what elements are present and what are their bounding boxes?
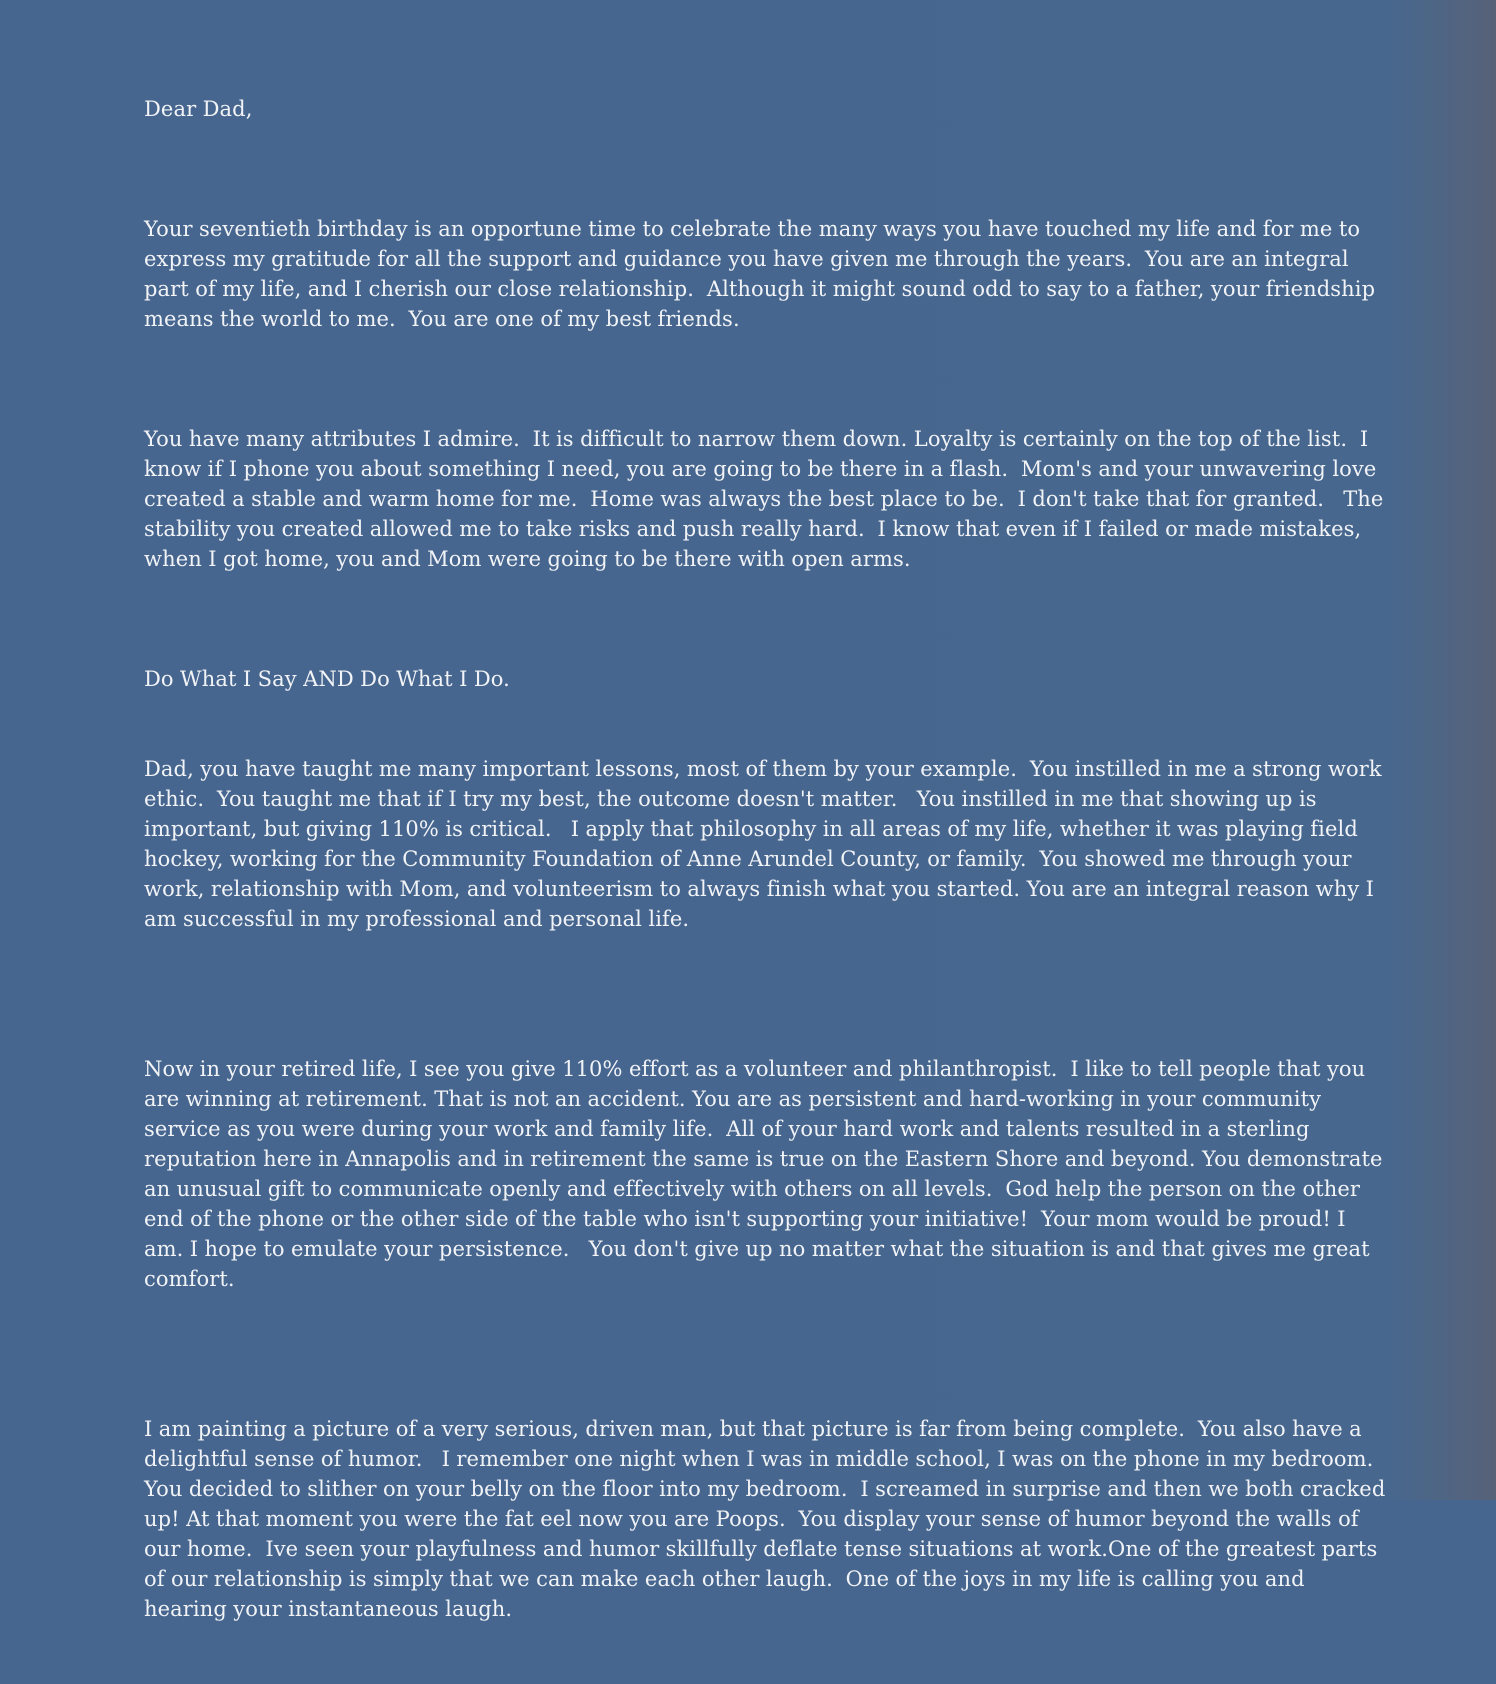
letter-paragraph: You have many attributes I admire. It is difficult to narrow them down. Loyalty is certainly on the top of the list. I know if I phone you about something I need, you are going to be there in a flash. Mom's and your unwavering love created a stable and warm home for me. Home was always the best place to be. I don't take that for granted. The stability you created allowed me to take risks and push really hard. I know that even if I failed or made mistakes, when I got home, you and Mom were going to be there with open arms.	[144, 427, 1390, 571]
letter-paragraph: Your seventieth birthday is an opportune time to celebrate the many ways you have touched my life and for me to express my gratitude for all the support and guidance you have given me through the years. You are an integral part of my life, and I cherish our close relationship. Although it might sound odd to say to a father, your friendship means the world to me. You are one of my best friends.	[144, 217, 1382, 331]
letter-greeting: Dear Dad,	[144, 97, 253, 121]
letter-paragraph: Now in your retired life, I see you give 110% effort as a volunteer and philanthropist. I like to tell people that you are winning at retirement. That is not an accident. You are as persistent and hard-working in your community service as you were during your work and family life. All of your hard work and talents resulted in a sterling reputation here in Annapolis and in retirement the same is true on the Eastern Shore and beyond. You demonstrate an unusual gift to communicate openly and effectively with others on all levels. God help the person on the other end of the phone or the other side of the table who isn't supporting your initiative! Your mom would be proud! I am. I hope to emulate your persistence. You don't give up no matter what the situation is and that gives me great comfort.	[144, 1057, 1389, 1291]
letter-paragraph: I am painting a picture of a very serious, driven man, but that picture is far from being complete. You also have a delightful sense of humor. I remember one night when I was in middle school, I was on the phone in my bedroom. You decided to slither on your belly on the floor into my bedroom. I screamed in surprise and then we both cracked up! At that moment you were the fat eel now you are Poops. You display your sense of humor beyond the walls of our home. Ive seen your playfulness and humor skillfully deflate tense situations at work.One of the greatest parts of our relationship is simply that we can make each other laugh. One of the joys in my life is calling you and hearing your instantaneous laugh.	[144, 1417, 1392, 1621]
letter-paragraph: Dad, you have taught me many important lessons, most of them by your example. You instilled in me a strong work ethic. You taught me that if I try my best, the outcome doesn't matter. You instilled in me that showing up is important, but giving 110% is critical. I apply that philosophy in all areas of my life, whether it was playing field hockey, working for the Community Foundation of Anne Arundel County, or family. You showed me through your work, relationship with Mom, and volunteerism to always finish what you started. You are an integral reason why I am successful in my professional and personal life.	[144, 757, 1389, 931]
letter-body	[144, 34, 1392, 1684]
section-heading: Do What I Say AND Do What I Do.	[144, 667, 510, 691]
